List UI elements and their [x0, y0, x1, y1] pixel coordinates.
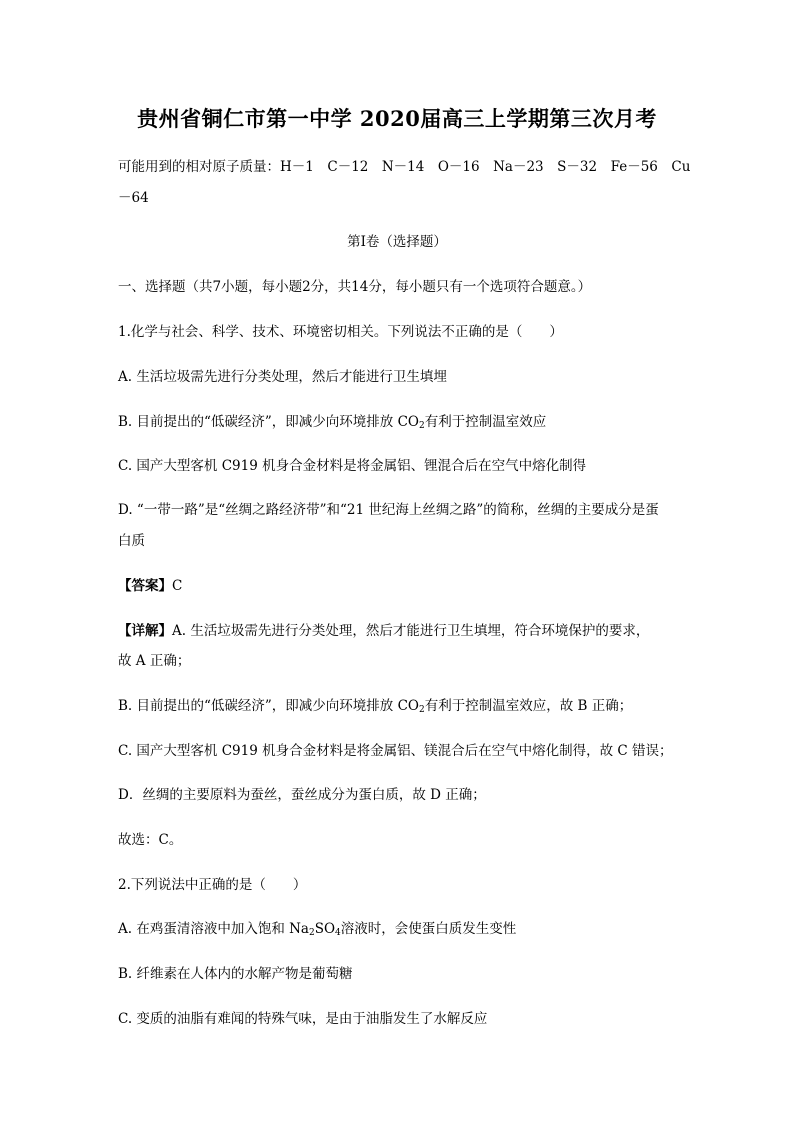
- q1-option-d-line1: D. “一带一路”是“丝绸之路经济带”和“21 世纪海上丝绸之路”的简称，丝绸的主要成分是蛋: [118, 502, 659, 518]
- q1-option-a: A. 生活垃圾需先进行分类处理，然后才能进行卫生填埋: [118, 369, 447, 385]
- detail-b-subscript: 2: [419, 705, 425, 715]
- q2-stem: 2.下列说法中正确的是（ ）: [118, 877, 307, 893]
- section-title: 第Ⅰ卷（选择题）: [347, 234, 447, 250]
- q1-option-b-subscript: 2: [419, 421, 425, 431]
- q1-detail-line2: 故 A 正确；: [118, 653, 191, 669]
- q1-option-c: C. 国产大型客机 C919 机身合金材料是将金属铝、锂混合后在空气中熔化制得: [118, 458, 587, 474]
- q2-option-a-text: A. 在鸡蛋清溶液中加入饱和 Na: [118, 921, 309, 937]
- q1-detail-d: D．丝绸的主要原料为蚕丝，蚕丝成分为蛋白质，故 D 正确；: [118, 787, 486, 803]
- q2-option-a-mid: SO: [314, 921, 336, 937]
- q1-answer: [118, 576, 182, 596]
- q1-option-b-text: B. 目前提出的“低碳经济”，即减少向环境排放 CO: [118, 414, 419, 430]
- q1-stem: 1.化学与社会、科学、技术、环境密切相关。下列说法不正确的是（ ）: [118, 324, 563, 340]
- atomic-masses-line2: －64: [118, 190, 149, 206]
- document-title: 贵州省铜仁市第一中学 2020届高三上学期第三次月考: [137, 106, 657, 131]
- q1-option-d-line2: 白质: [118, 533, 145, 549]
- q1-detail-b: [118, 696, 632, 716]
- answer-value: C: [172, 578, 183, 594]
- detail-b-text-end: 有利于控制温室效应，故 B 正确；: [424, 698, 633, 714]
- detail-text: A. 生活垃圾需先进行分类处理，然后才能进行卫生填埋，符合环境保护的要求，: [172, 623, 650, 639]
- q1-conclusion: 故选：C。: [118, 832, 183, 848]
- detail-b-text: B. 目前提出的“低碳经济”，即减少向环境排放 CO: [118, 698, 419, 714]
- q1-detail-c: C. 国产大型客机 C919 机身合金材料是将金属铝、镁混合后在空气中熔化制得，故 C 错误；: [118, 743, 673, 759]
- q2-option-c: C. 变质的油脂有难闻的特殊气味，是由于油脂发生了水解反应: [118, 1011, 488, 1027]
- atomic-masses-line1: 可能用到的相对原子质量：H－1 C－12 N－14 O－16 Na－23 S－32 Fe－56 Cu: [118, 159, 691, 175]
- q2-option-a-sub2: 4: [335, 928, 341, 938]
- q1-option-b-text-end: 有利于控制温室效应: [424, 414, 547, 430]
- q1-option-b: [118, 412, 546, 432]
- q1-detail-line1: [118, 621, 649, 641]
- answer-label: 【答案】: [118, 578, 172, 594]
- q2-option-a: [118, 919, 516, 939]
- detail-label: 【详解】: [118, 623, 172, 639]
- q2-option-a-sub1: 2: [308, 928, 315, 938]
- q2-option-a-text-end: 溶液时，会使蛋白质发生变性: [340, 921, 517, 937]
- q2-option-b: B. 纤维素在人体内的水解产物是葡萄糖: [118, 966, 353, 982]
- part-intro: 一、选择题（共7小题，每小题2分，共14分，每小题只有一个选项符合题意。）: [118, 279, 592, 295]
